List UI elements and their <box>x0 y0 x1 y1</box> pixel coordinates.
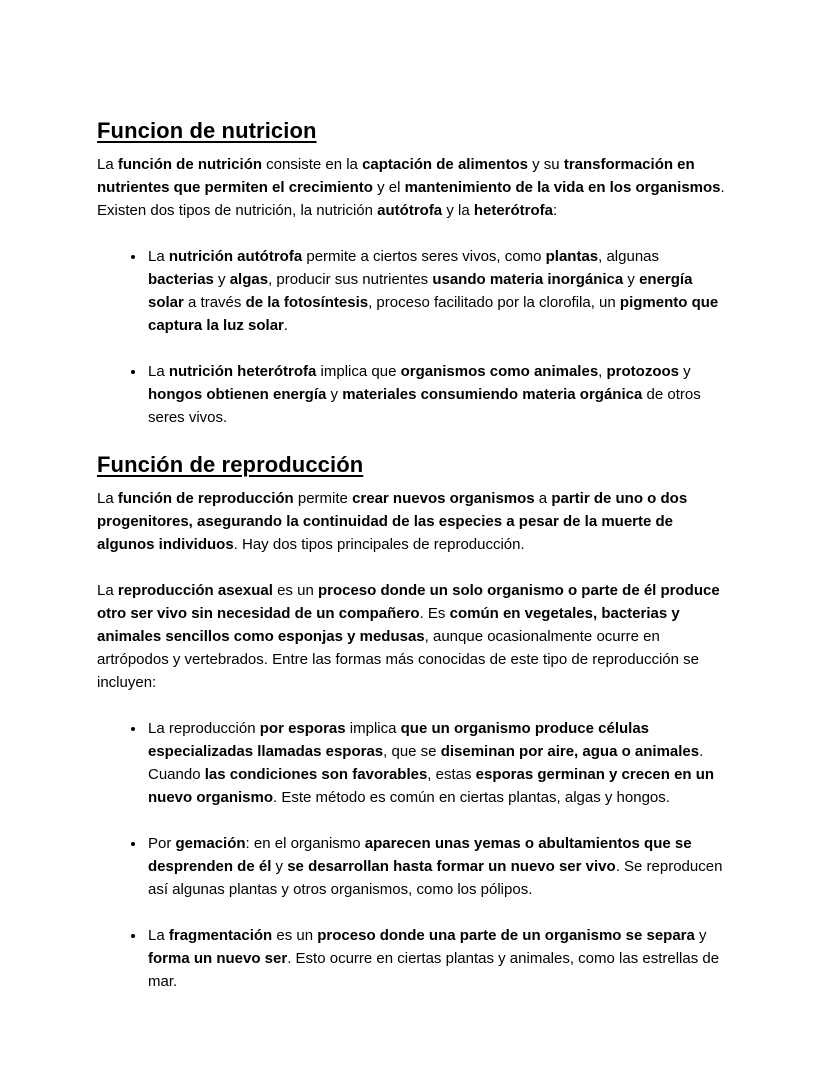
text-run-bold: bacterias <box>148 271 214 288</box>
text-run: La <box>148 927 169 944</box>
text-run: y <box>326 386 343 403</box>
text-run: . Se reproducen así algunas plantas y otros organismos, como los pólipos. <box>148 858 723 898</box>
text-run: . Esto ocurre en ciertas plantas y animales, como las estrellas de mar. <box>148 950 720 990</box>
text-run: . Cuando <box>148 743 704 783</box>
text-run-bold: se desarrollan hasta formar un nuevo ser vivo <box>287 858 616 875</box>
text-run: La <box>97 156 118 173</box>
text-run: La <box>148 248 169 265</box>
text-run-bold: partir de uno o dos progenitores, asegurando la continuidad de las especies a pesar de la muerte de algunos individuos <box>97 490 688 553</box>
text-run-bold: hongos obtienen energía <box>148 386 327 403</box>
text-run-bold: materiales consumiendo materia orgánica <box>342 386 643 403</box>
text-run-bold: autótrofa <box>377 202 443 219</box>
text-run: y <box>623 271 640 288</box>
text-run-bold: las condiciones son favorables <box>204 766 428 783</box>
text-run-bold: plantas <box>545 248 599 265</box>
text-run-bold: pigmento que captura la luz solar <box>148 294 719 334</box>
text-run: : <box>553 202 558 219</box>
text-run-bold: función de reproducción <box>117 490 294 507</box>
text-run-bold: protozoos <box>606 363 680 380</box>
text-run: , que se <box>383 743 441 760</box>
text-run: a través <box>183 294 246 311</box>
text-run: , <box>598 363 607 380</box>
text-run: : en el organismo <box>245 835 365 852</box>
list-item-gemacion <box>146 832 728 901</box>
text-run-bold: energía solar <box>148 271 693 311</box>
text-run-bold: mantenimiento de la vida en los organismos <box>404 179 721 196</box>
text-run: , proceso facilitado por la clorofila, un <box>368 294 620 311</box>
text-run-bold: crear nuevos organismos <box>352 490 535 507</box>
heading-funcion-de-nutricion: Funcion de nutricion <box>97 118 317 143</box>
text-run-bold: transformación en nutrientes que permiten el crecimiento <box>97 156 695 196</box>
text-run: es un <box>272 927 318 944</box>
text-run-bold: reproducción asexual <box>117 582 273 599</box>
text-run: a <box>534 490 552 507</box>
section-funcion-de-nutricion <box>97 118 728 429</box>
text-run-bold: forma un nuevo ser <box>148 950 288 967</box>
list-item-fragmentacion <box>146 924 728 993</box>
text-run: , aunque ocasionalmente ocurre en artrópodos y vertebrados. Entre las formas más conocidas de este tipo de reproducción se incluyen: <box>97 628 699 691</box>
text-run-bold: por esporas <box>259 720 346 737</box>
bullet-list-nutrition <box>97 245 728 429</box>
text-run-bold: función de nutrición <box>117 156 263 173</box>
text-run-bold: esporas germinan y crecen en un nuevo organismo <box>148 766 715 806</box>
text-run-bold: algas <box>229 271 269 288</box>
text-run-bold: gemación <box>175 835 246 852</box>
text-run: La <box>97 490 118 507</box>
text-run-bold: proceso donde una parte de un organismo se separa <box>317 927 695 944</box>
text-run: permite a ciertos seres vivos, como <box>302 248 546 265</box>
text-run-bold: usando materia inorgánica <box>432 271 624 288</box>
list-item-por-esporas <box>146 717 728 809</box>
text-run: y <box>271 858 288 875</box>
text-run: es un <box>272 582 318 599</box>
text-run: implica que <box>316 363 401 380</box>
text-run-bold: nutrición heterótrofa <box>168 363 317 380</box>
text-run: y <box>213 271 230 288</box>
text-run: La <box>148 363 169 380</box>
text-run: La <box>97 582 118 599</box>
paragraph-reproduccion-asexual <box>97 579 728 694</box>
text-run: y su <box>527 156 564 173</box>
text-run: , algunas <box>598 248 660 265</box>
text-run-bold: que un organismo produce células especializadas llamadas esporas <box>148 720 650 760</box>
text-run: . Es <box>419 605 450 622</box>
text-run: . Hay dos tipos principales de reproducción. <box>233 536 525 553</box>
text-run: , estas <box>427 766 476 783</box>
text-run: permite <box>293 490 353 507</box>
section-funcion-de-reproduccion <box>97 452 728 993</box>
text-run: de otros seres vivos. <box>148 386 701 426</box>
heading-funcion-de-reproduccion: Función de reproducción <box>97 452 364 477</box>
text-run-bold: fragmentación <box>168 927 273 944</box>
text-run: Por <box>148 835 176 852</box>
list-item-nutricion-autotrofa <box>146 245 728 337</box>
paragraph-nutrition-intro <box>97 153 728 222</box>
text-run-bold: aparecen unas yemas o abultamientos que se desprenden de él <box>148 835 692 875</box>
text-run-bold: proceso donde un solo organismo o parte de él produce otro ser vivo sin necesidad de un compañero <box>97 582 720 622</box>
text-run: , producir sus nutrientes <box>268 271 433 288</box>
text-run: . Existen dos tipos de nutrición, la nutrición <box>97 179 725 219</box>
text-run: La reproducción <box>148 720 260 737</box>
text-run-bold: captación de alimentos <box>362 156 528 173</box>
text-run-bold: diseminan por aire, agua o animales <box>440 743 700 760</box>
text-run: y la <box>442 202 474 219</box>
list-item-nutricion-heterotrofa <box>146 360 728 429</box>
text-run: y <box>679 363 691 380</box>
text-run: implica <box>345 720 401 737</box>
text-run-bold: común en vegetales, bacterias y animales sencillos como esponjas y medusas <box>97 605 680 645</box>
text-run: . <box>283 317 289 334</box>
text-run: y el <box>372 179 405 196</box>
text-run: consiste en la <box>262 156 363 173</box>
text-run-bold: heterótrofa <box>473 202 554 219</box>
bullet-list-reproduction <box>97 717 728 993</box>
text-run: . Este método es común en ciertas plantas, algas y hongos. <box>273 789 670 806</box>
paragraph-reproduction-intro <box>97 487 728 556</box>
text-run-bold: nutrición autótrofa <box>168 248 303 265</box>
text-run-bold: de la fotosíntesis <box>245 294 369 311</box>
text-run-bold: organismos como animales <box>400 363 599 380</box>
text-run: y <box>694 927 707 944</box>
